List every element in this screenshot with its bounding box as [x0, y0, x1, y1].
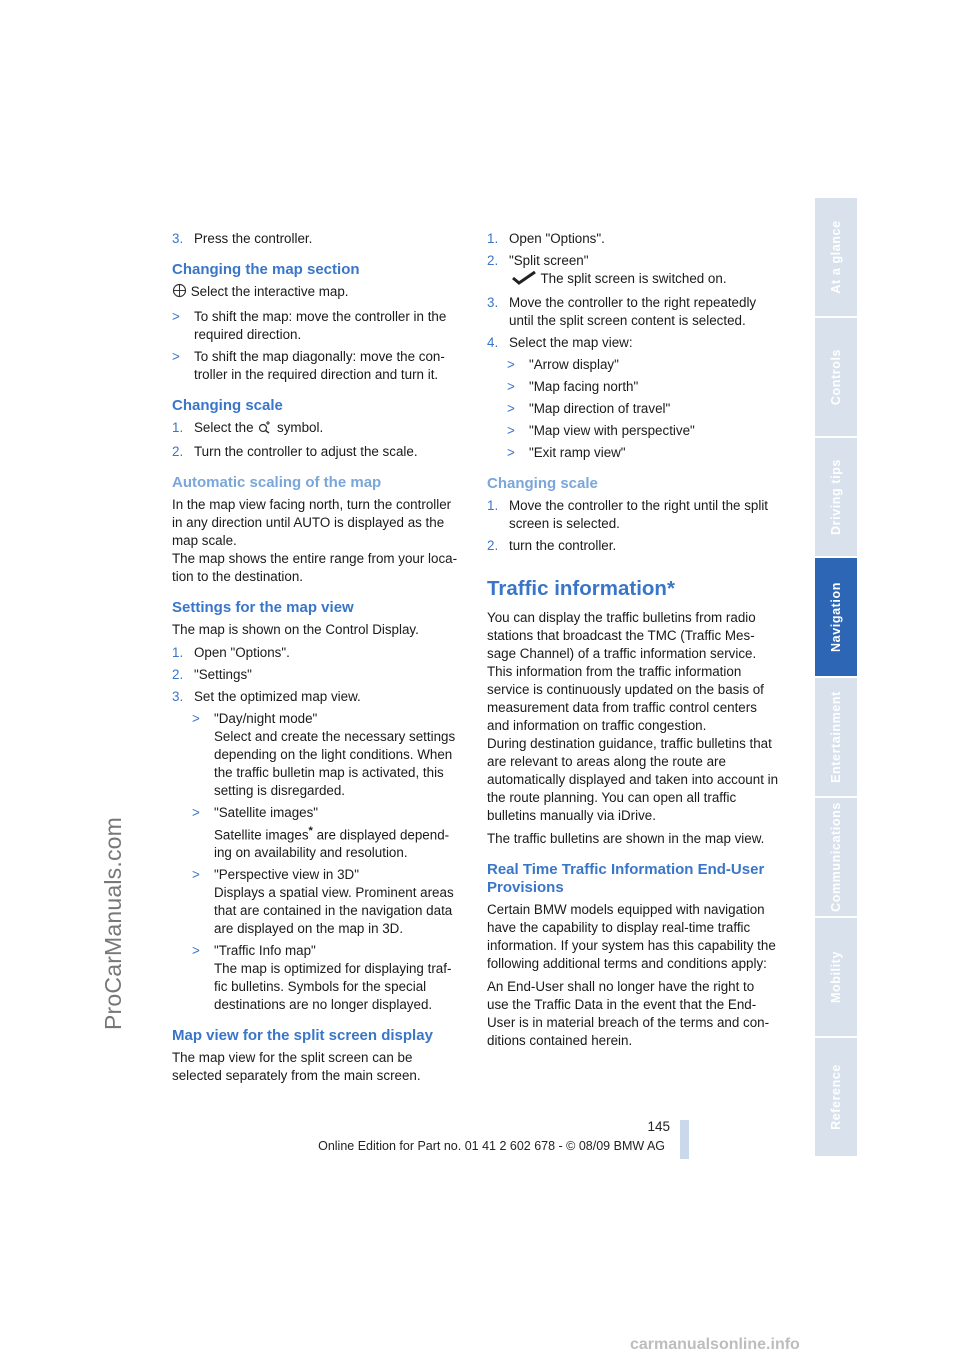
heading-changing-scale-split: Changing scale: [487, 475, 598, 492]
step-text: Press the controller.: [194, 231, 313, 246]
step-2: 2. "Settings": [172, 667, 252, 682]
heading-changing-scale: Changing scale: [172, 397, 283, 414]
step-2: 2. Turn the controller to adjust the scale.: [172, 444, 418, 459]
list-item: > "Map direction of travel": [507, 401, 671, 416]
crosshair-icon: [172, 283, 187, 303]
scale-icon: [257, 420, 273, 439]
tab-driving-tips[interactable]: Driving tips: [815, 438, 857, 558]
step-3: 3. Set the optimized map view.: [172, 689, 361, 704]
heading-settings-map-view: Settings for the map view: [172, 599, 354, 616]
paragraph: Certain BMW models equipped with navigation have the capability to display real-time traffic information. If your system has this capability the following additional terms and conditions apply:: [487, 902, 776, 971]
list-item: > "Day/night mode" Select and create the necessary settings depending on the light conditions. When the traffic bulletin map is activated, this setting is disregarded.: [192, 711, 456, 798]
list-item: > "Map view with perspective": [507, 423, 695, 438]
list-item: > "Perspective view in 3D" Displays a spatial view. Prominent areas that are contained in the navigation data are displayed on the map in 3D.: [192, 867, 454, 937]
paragraph: The map is shown on the Control Display.: [172, 622, 419, 637]
tab-reference[interactable]: Reference: [815, 1038, 857, 1158]
step-1: 1. Open "Options".: [487, 231, 605, 246]
section-tabs: [815, 198, 857, 1158]
heading-traffic-information: Traffic information*: [487, 577, 675, 600]
paragraph: You can display the traffic bulletins from radio stations that broadcast the TMC (Traffic Mes-sage Channel) of a traffic information service. This information from the traffic information service is continuously updated on the basis of measurement data from traffic control centers and information on traffic congestion.: [487, 610, 764, 733]
tab-entertainment[interactable]: Entertainment: [815, 678, 857, 798]
step-3: [172, 230, 464, 248]
list-item: > "Traffic Info map" The map is optimized for displaying traf-fic bulletins. Symbols for the special destinations are no longer displayed.: [192, 943, 452, 1013]
step-2: 2. turn the controller.: [487, 538, 617, 553]
list-item: > To shift the map: move the controller in the required direction.: [172, 309, 447, 342]
tab-at-a-glance[interactable]: At a glance: [815, 198, 857, 318]
heading-map-section: Changing the map section: [172, 261, 360, 278]
tab-navigation[interactable]: Navigation: [815, 558, 857, 678]
paragraph: In the map view facing north, turn the controller in any direction until AUTO is displayed as the map scale.: [172, 497, 452, 548]
paragraph: During destination guidance, traffic bulletins that are relevant to areas along the route are automatically displayed and taken into account in the route planning. You can open all traffic bulletins manually via iDrive.: [487, 736, 779, 823]
footer: Online Edition for Part no. 01 41 2 602 678 - © 08/09 BMW AG: [318, 1139, 665, 1153]
paragraph: The map view for the split screen can be selected separately from the main screen.: [172, 1050, 421, 1084]
tab-controls[interactable]: Controls: [815, 318, 857, 438]
heading-auto-scaling: Automatic scaling of the map: [172, 474, 382, 491]
page-number: 145: [647, 1119, 670, 1134]
list-item: > "Exit ramp view": [507, 445, 626, 460]
step-1: 1. Select the symbol.: [172, 419, 464, 439]
interactive-map-line: [172, 283, 464, 303]
paragraph: The traffic bulletins are shown in the map view.: [487, 831, 765, 846]
step-4: 4. Select the map view:: [487, 335, 633, 350]
tab-mobility[interactable]: Mobility: [815, 918, 857, 1038]
right-column: [487, 230, 779, 1055]
list-item: > "Arrow display": [507, 357, 619, 372]
left-column: [172, 230, 464, 1090]
tab-communications[interactable]: Communications: [815, 798, 857, 918]
list-item: > To shift the map diagonally: move the con-troller in the required direction and turn it.: [172, 349, 445, 382]
step-1: 1. Move the controller to the right until the split screen is selected.: [487, 498, 769, 531]
footer-bar: [680, 1120, 689, 1159]
asterisk-icon: *: [308, 825, 313, 837]
paragraph: An End-User shall no longer have the right to use the Traffic Data in the event that the End-User is in material breach of the terms and con-ditions contained herein.: [487, 979, 770, 1048]
heading-split-screen: Map view for the split screen display: [172, 1027, 433, 1045]
step-1: 1. Open "Options".: [172, 645, 290, 660]
list-item: > "Map facing north": [507, 379, 639, 394]
checkmark-icon: [511, 271, 537, 290]
list-item: > "Satellite images" Satellite images* are displayed depend-ing on availability and resolution.: [192, 805, 450, 861]
heading-real-time-traffic: Real Time Traffic Information End-User Provisions: [487, 861, 765, 896]
paragraph: The map shows the entire range from your loca-tion to the destination.: [172, 551, 458, 584]
step-2: 2. "Split screen" The split screen is switched on.: [487, 252, 779, 290]
step-number: 3.: [172, 231, 184, 246]
watermark: ProCarManuals.com: [100, 816, 126, 1030]
interactive-map-text: Select the interactive map.: [190, 284, 349, 299]
step-3: 3. Move the controller to the right repeatedly until the split screen content is selected.: [487, 295, 757, 328]
site-watermark: carmanualsonline.info: [630, 1336, 800, 1353]
